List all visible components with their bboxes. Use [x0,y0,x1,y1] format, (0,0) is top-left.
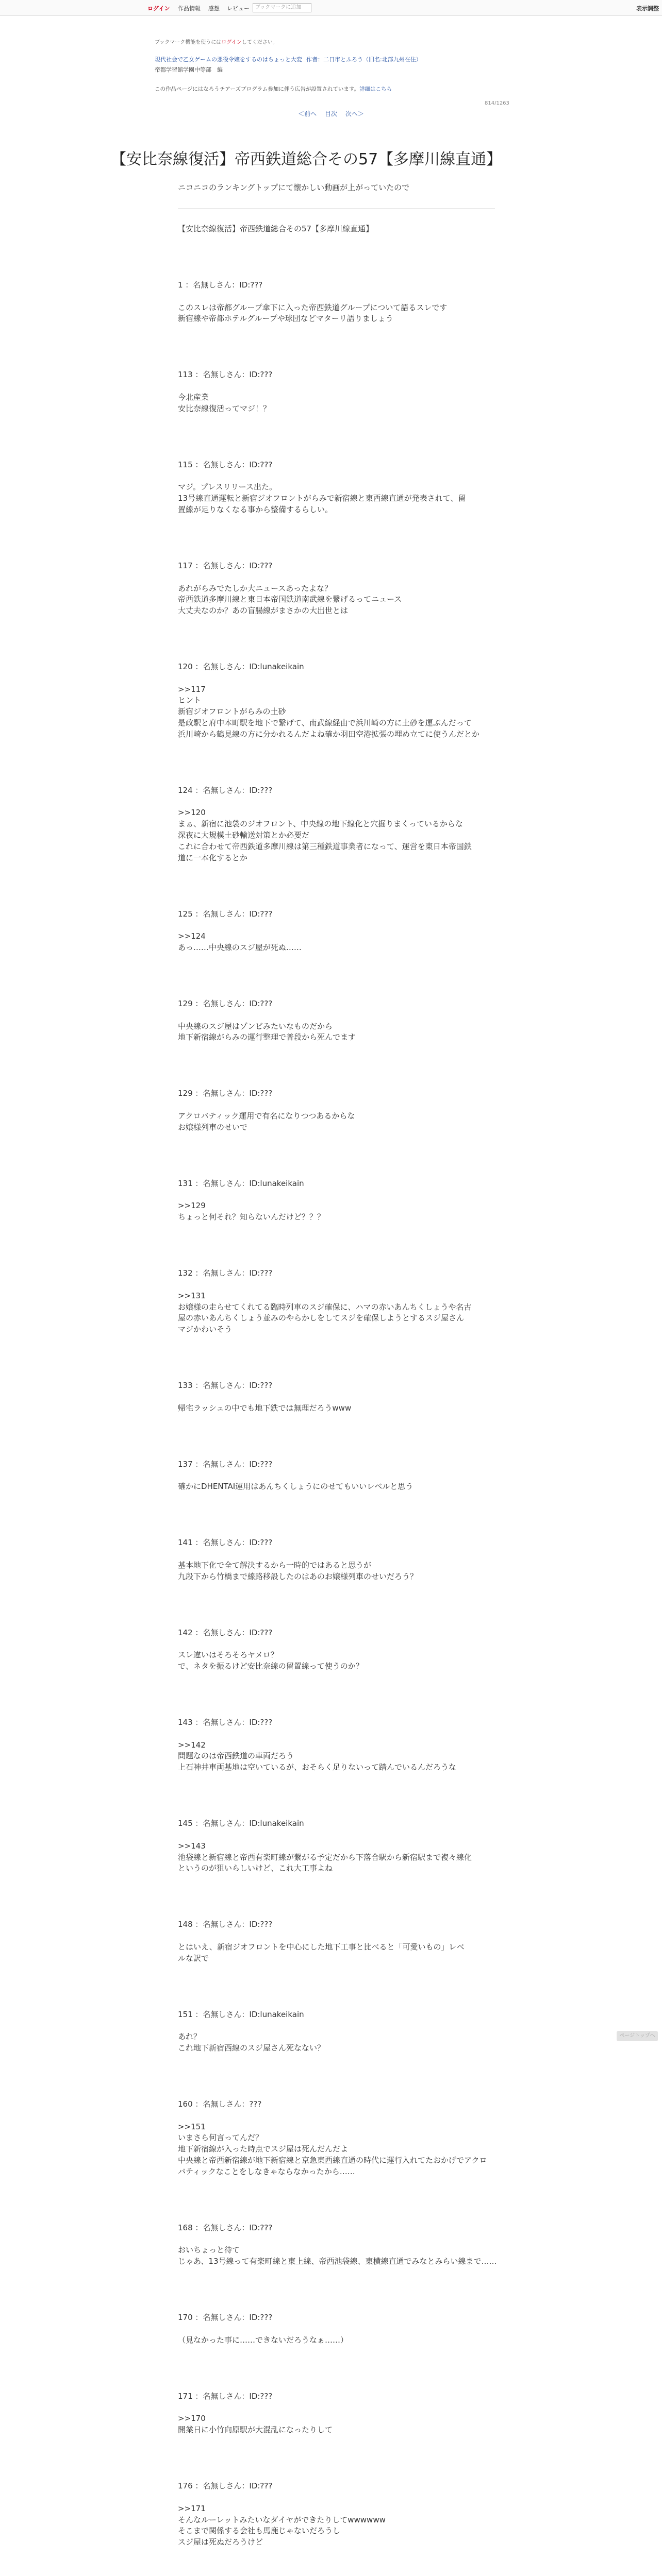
post-line: 浜川崎から鶴見線の方に分かれるんだよね確か羽田空港拡張の埋め立てに使うんだとか [178,729,480,739]
login-notice-prefix: ブックマーク機能を使うには [155,40,222,45]
post-line: 開業日に小竹向原駅が大混乱になったりして [178,2425,333,2435]
login-notice [155,38,278,45]
thread-post [178,998,528,1043]
post-header: 1 ：名無しさん：ID:??? [178,280,263,290]
nav-impressions[interactable]: 感想 [208,5,220,12]
post-line: いまさら何言ってんだ？ [178,2133,263,2143]
post-line: スジ屋は死ぬだろうけど [178,2537,263,2547]
post-header: 142 ：名無しさん：ID:??? [178,1628,273,1637]
episode-position: 814/1263 [485,100,509,106]
post-header: 145 ：名無しさん：ID:lunakeikain [178,1819,304,1828]
post-line: >>170 [178,2414,206,2424]
episode-pager [0,109,662,118]
post-header: 148 ：名無しさん：ID:??? [178,1920,273,1929]
novel-title-link[interactable]: 現代社会で乙女ゲームの悪役令嬢をするのはちょっと大変 [155,56,302,63]
post-body [178,2413,528,2436]
post-line: 帝西鉄道多摩川線と東日本帝国鉄道南武線を繋げるってニュース [178,595,402,604]
post-body [178,1740,528,1773]
post-line: 中央線のスジ屋はゾンビみたいなものだから [178,1021,333,1031]
post-header: 125 ：名無しさん：ID:??? [178,909,273,919]
post-body [178,684,528,740]
thread-heading: 【安比奈線復活】帝西鉄道総合その57【多摩川線直通】 [178,224,374,233]
post-body [178,2245,528,2267]
post-header: 131 ：名無しさん：ID:lunakeikain [178,1178,304,1188]
thread-post [178,1088,528,1133]
post-line: 地下新宿線が入った時点でスジ屋は死んだんだよ [178,2144,349,2154]
post-body [178,807,528,863]
post-header: 168 ：名無しさん：ID:??? [178,2223,273,2232]
post-line: 安比奈線復活ってマジ！？ [178,403,271,413]
novel-section-title: 帝都学習館学園中等部 編 [155,66,223,73]
post-line: マジ。プレスリリース出た。 [178,482,277,492]
post-line: お嬢様の走らせてくれてる臨時列車のスジ確保に、ハマの赤いあんちくしょうや名古 [178,1302,472,1312]
thread-post [178,1717,528,1773]
post-line: じゃあ、13号線って有楽町線と東上線、帝西池袋線、東横線直通でみなとみらい線まで…… [178,2257,497,2266]
thread-post [178,2481,528,2548]
post-header: 143 ：名無しさん：ID:??? [178,1718,273,1727]
post-line: スレ違いはそろそろヤメロ？ [178,1650,278,1660]
thread-post [178,909,528,954]
thread-post [178,2312,528,2346]
thread-post [178,1818,528,1874]
thread-post [178,785,528,864]
thread-post [178,662,528,740]
ad-notice-details-link[interactable]: 詳細はこちら [359,86,392,92]
post-header: 170 ：名無しさん：ID:??? [178,2313,273,2323]
post-body [178,482,528,515]
post-line: お嬢様列車のせいで [178,1122,248,1132]
post-body [178,2031,528,2054]
post-line: 屋の赤いあんちくしょう並みのやらかしをしてスジを確保しようとするスジ屋さん [178,1313,465,1323]
post-header: 117 ：名無しさん：ID:??? [178,561,273,570]
post-line: >>142 [178,1740,206,1750]
post-body [178,2503,528,2548]
display-settings-button[interactable]: 表示調整 [636,5,659,12]
post-line: 道に一本化するとか [178,853,248,862]
post-line: あっ……中央線のスジ屋が死ぬ…… [178,943,302,953]
nav-work-info[interactable]: 作品情報 [178,5,201,12]
post-line: とはいえ、新宿ジオフロントを中心にした地下工事と比べると「可愛いもの」レベ [178,1942,465,1952]
thread-post [178,460,528,516]
post-line: バティックなことをしなきゃならなかったから…… [178,2166,355,2176]
post-line: これ地下新宿西線のスジ屋さん死なない？ [178,2043,325,2053]
post-body [178,1650,528,1672]
post-body [178,392,528,415]
post-line: （見なかった事に……できないだろうなぁ……） [178,2335,349,2345]
post-header: 129 ：名無しさん：ID:??? [178,1089,273,1098]
prev-episode-link[interactable]: ＜前へ [298,110,317,117]
post-body [178,1111,528,1133]
post-body [178,1021,528,1044]
post-line: 上石神井車両基地は空いているが、おそらく足りないって踏んでいるんだろうな [178,1762,457,1772]
thread-post [178,2391,528,2436]
post-line: ルな訳で [178,1953,209,1963]
top-navigation-bar [0,0,662,16]
post-line: そんなルーレットみたいなダイヤができたりしてwwwwww [178,2515,386,2524]
thread-post [178,561,528,617]
post-line: 基本地下化で全て解決するから一時的ではあると思うが [178,1560,372,1570]
post-line: >>143 [178,1841,206,1851]
post-line: 是政駅と府中本町駅を地下で繋げて、南武線経由で浜川崎の方に土砂を運ぶんだって [178,718,472,728]
post-line: >>120 [178,808,206,818]
post-line: で、ネタを振るけど安比奈線の留置線って使うのか？ [178,1662,363,1671]
login-notice-link[interactable]: ログイン [221,40,242,45]
thread-posts [178,280,528,2576]
post-line: >>124 [178,931,206,941]
post-line: まぁ、新宿に池袋のジオフロント、中央線の地下線化と穴掘りまくっているからな [178,819,463,829]
post-header: 171 ：名無しさん：ID:??? [178,2391,273,2401]
post-header: 141 ：名無しさん：ID:??? [178,1538,273,1548]
ad-notice [155,85,392,93]
thread-post [178,1537,528,1582]
thread-post [178,2009,528,2054]
post-line: マジかわいそう [178,1325,233,1334]
post-line: そこまで関係する会社も馬鹿じゃないだろうし [178,2526,341,2536]
post-body [178,583,528,617]
thread-post [178,1628,528,1672]
episode-title: 【安比奈線復活】帝西鉄道総合その57【多摩川線直通】 [111,150,502,169]
post-header: 132 ：名無しさん：ID:??? [178,1268,273,1278]
thread-post [178,369,528,414]
post-header: 113 ：名無しさん：ID:??? [178,370,273,380]
post-line: 置線が足りなくなる事から整備するらしい。 [178,504,333,514]
post-line: 問題なのは帝西鉄道の車両だろう [178,1751,294,1761]
post-line: これに合わせて帝西鉄道多摩川線は第三種鉄道事業者になって、運営を東日本帝国鉄 [178,841,472,851]
nav-reviews[interactable]: レビュー [227,5,250,12]
thread-post [178,2223,528,2267]
thread-post [178,280,528,325]
post-body [178,1481,528,1493]
table-of-contents-link[interactable]: 目次 [324,110,337,117]
post-line: というのが狙いらしいけど、これ大工事よね [178,1863,333,1873]
post-header: 129 ：名無しさん：ID:??? [178,999,273,1008]
post-line: 帰宅ラッシュの中でも地下鉄では無理だろうwww [178,1403,352,1413]
post-line: 大丈夫なのか？あの盲腸線がまさかの大出世とは [178,606,349,616]
post-header: 160 ：名無しさん：??? [178,2099,262,2109]
post-header: 176 ：名無しさん：ID:??? [178,2481,273,2491]
post-header: 115 ：名無しさん：ID:??? [178,460,273,469]
post-line: ヒント [178,696,202,705]
post-line: >>117 [178,684,206,694]
post-line: 新宿ジオフロントがらみの土砂 [178,707,286,717]
post-line: >>129 [178,1201,206,1211]
novel-info [155,55,422,63]
post-body [178,1560,528,1583]
post-line: ちょっと何それ？知らないんだけど？？？ [178,1212,325,1222]
post-body [178,1942,528,1964]
post-body [178,1403,528,1414]
ad-notice-text: この作品ページにはなろうチアーズプログラム参加に伴う広告が設置されています。 [155,86,360,92]
post-body [178,931,528,954]
post-body [178,302,528,325]
login-notice-suffix: してください。 [241,40,278,45]
post-line: 地下新宿線がらみの運行整理で普段から死んでます [178,1032,356,1042]
thread-post [178,1919,528,1964]
thread-post [178,1268,528,1335]
post-line: 深夜に大規模土砂輸送対策とか必要だ [178,831,310,840]
thread-post [178,1380,528,1414]
post-line: 新宿線や帝都ホテルグループや球団などマターリ語りましょう [178,314,393,324]
next-episode-link[interactable]: 次へ＞ [345,110,364,117]
post-line: >>171 [178,2503,206,2513]
post-body [178,1200,528,1223]
post-line: 九段下から竹橋まで線路移設したのはあのお嬢様列車のせいだろう？ [178,1571,418,1581]
novel-author[interactable]: 作者：二日市とふろう（旧名:北部九州在住） [306,56,422,63]
login-link[interactable]: ログイン [147,5,170,12]
episode-preface: ニコニコのランキングトップにて懐かしい動画が上がっていたので [178,183,410,192]
post-header: 124 ：名無しさん：ID:??? [178,785,273,795]
thread-post [178,1459,528,1493]
post-header: 137 ：名無しさん：ID:??? [178,1459,273,1469]
post-header: 133 ：名無しさん：ID:??? [178,1381,273,1391]
post-body [178,2122,528,2178]
thread-post [178,2099,528,2178]
post-line: >>151 [178,2122,206,2131]
post-body [178,2335,528,2346]
page-top-button[interactable]: ページトップへ [617,2031,658,2041]
post-line: このスレは帝都グループ傘下に入った帝西鉄道グループについて語るスレです [178,302,448,312]
post-line: おいちょっと待て [178,2245,240,2255]
post-line: 中央線と帝西新宿線が地下新宿線と京急東西線直通の時代に運行入れてたおかげでアクロ [178,2156,487,2165]
post-body [178,1841,528,1874]
bookmark-button[interactable]: ブックマークに追加 [253,3,311,12]
post-line: >>131 [178,1291,206,1300]
post-body [178,1291,528,1335]
post-line: 確かにDHENTAI運用はあんちくしょうにのせてもいいレベルと思う [178,1482,413,1492]
post-line: あれ？ [178,2032,202,2042]
post-line: アクロバティック運用で有名になりつつあるからな [178,1111,355,1121]
post-header: 151 ：名無しさん：ID:lunakeikain [178,2009,304,2019]
thread-post [178,1178,528,1223]
post-line: 今北産業 [178,392,209,402]
post-line: 13号線直通運転と新宿ジオフロントがらみで新宿線と東西線直通が発表されて、留 [178,494,466,503]
post-line: 池袋線と新宿線と帝西有楽町線が繋がる予定だから下落合駅から新宿駅まで複々線化 [178,1852,472,1862]
post-header: 120 ：名無しさん：ID:lunakeikain [178,662,304,672]
post-line: あれがらみでたしか大ニュースあったよな？ [178,583,333,593]
